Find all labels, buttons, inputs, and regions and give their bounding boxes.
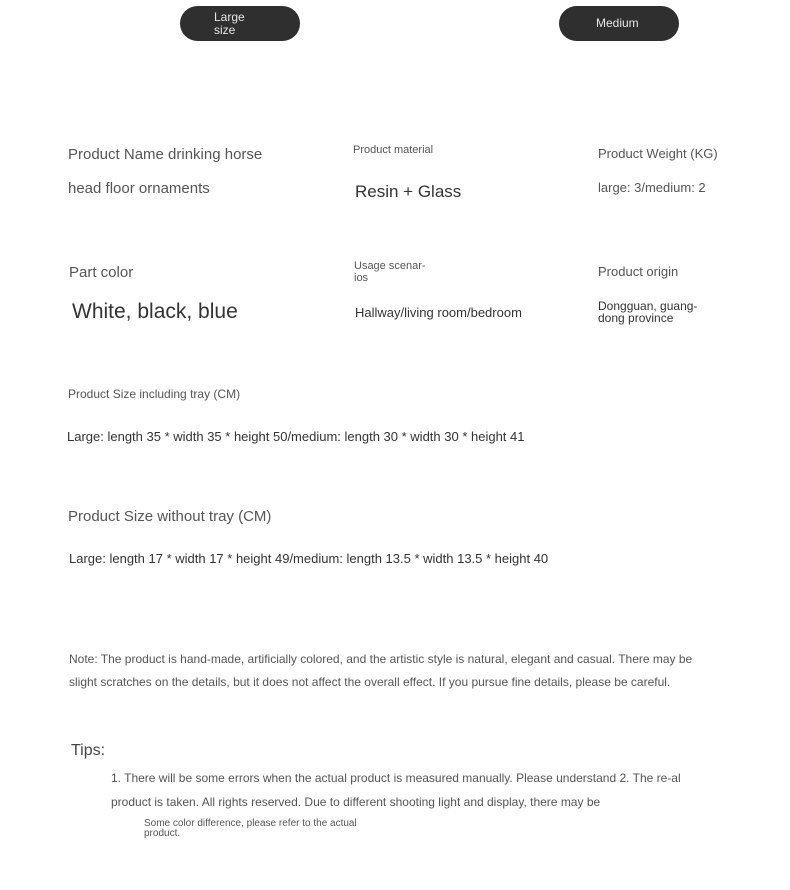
weight-value: large: 3/medium: 2 xyxy=(598,180,706,195)
size-without-tray-value: Large: length 17 * width 17 * height 49/medium: length 13.5 * width 13.5 * height 40 xyxy=(69,551,549,566)
tips-title: Tips: xyxy=(71,742,106,759)
weight-label: Product Weight (KG) xyxy=(598,146,718,161)
large-size-button[interactable] xyxy=(180,6,300,41)
part-color-value: White, black, blue xyxy=(72,300,238,323)
product-name-label: Product Name drinking horse xyxy=(68,146,263,163)
tips-body: 1. There will be some errors when the actual product is measured manually. Please understand 2. The re-al product is taken. All rights reserved. Due to different shooting light and display, there may be xyxy=(111,771,681,809)
size-with-tray-label: Product Size including tray (CM) xyxy=(68,387,241,401)
care-note: Note: The product is hand-made, artificially colored, and the artistic style is natural, elegant and casual. There may be slight scratches on the details, but it does not affect the overall effect. If you pursue fine details, please be careful. xyxy=(69,652,693,689)
size-without-tray-label: Product Size without tray (CM) xyxy=(68,508,272,525)
material-label: Product material xyxy=(353,144,434,156)
large-size-label: Large size xyxy=(214,10,245,37)
tips-tail: Some color difference, please refer to the actual product. xyxy=(144,818,357,839)
product-name-value: head floor ornaments xyxy=(68,180,210,197)
part-color-label: Part color xyxy=(69,264,134,281)
medium-size-button[interactable] xyxy=(559,6,679,41)
material-value: Resin + Glass xyxy=(355,182,462,201)
origin-value: Dongguan, guang- dong province xyxy=(598,299,698,325)
usage-label: Usage scenar- ios xyxy=(354,260,426,284)
medium-size-label: Medium xyxy=(596,16,639,30)
origin-label: Product origin xyxy=(598,264,679,279)
usage-value: Hallway/living room/bedroom xyxy=(355,305,522,320)
size-with-tray-value: Large: length 35 * width 35 * height 50/medium: length 30 * width 30 * height 41 xyxy=(67,429,525,444)
